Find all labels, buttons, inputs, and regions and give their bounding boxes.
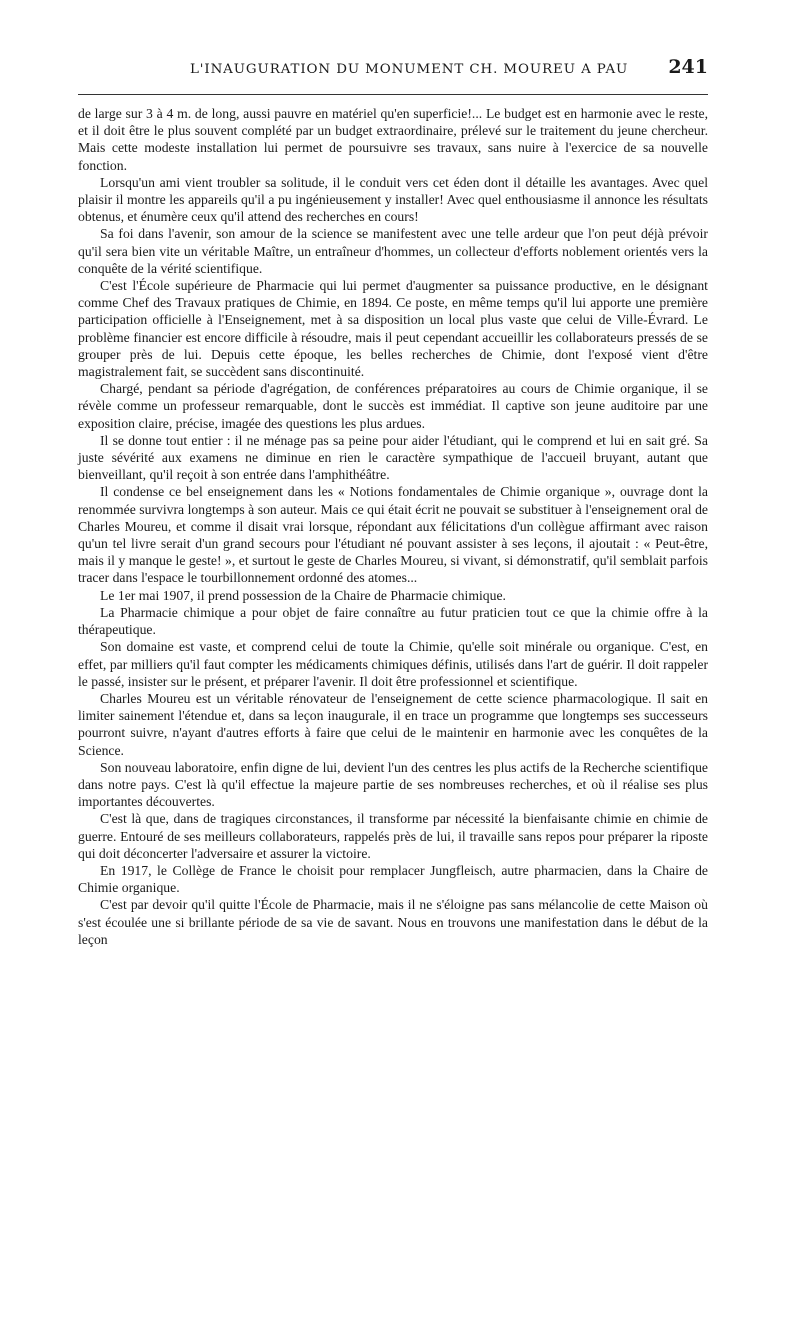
paragraph: Son nouveau laboratoire, enfin digne de lui, devient l'un des centres les plus actifs de la Recherche scientifique dans notre pays. C'est là qu'il effectue la majeure partie de ses nombreuses recherches, et où il réalise ses plus importantes découvertes.	[78, 759, 708, 810]
paragraph: En 1917, le Collège de France le choisit pour remplacer Jungfleisch, autre pharmacien, dans la Chaire de Chimie organique.	[78, 862, 708, 896]
paragraph: C'est là que, dans de tragiques circonstances, il transforme par nécessité la bienfaisante chimie en chimie de guerre. Entouré de ses meilleurs collaborateurs, rappelés près de lui, il travaille sans repos pour préparer la riposte qui doit déconcerter l'adversaire et assurer la victoire.	[78, 811, 708, 861]
paragraph: Son domaine est vaste, et comprend celui de toute la Chimie, qu'elle soit minérale ou organique. C'est, en effet, par milliers qu'il faut compter les médicaments chimiques définis, utilisés dans l'art de guérir. Il doit rappeler le passé, insister sur le présent, et préparer l'avenir. Il doit être professionnel et scientifique.	[78, 639, 708, 689]
paragraph: Sa foi dans l'avenir, son amour de la science se manifestent avec une telle ardeur que l'on peut déjà prévoir qu'il sera bien vite un véritable Maître, un entraîneur d'hommes, un collecteur d'efforts noblement orientés vers la conquête de la vérité scientifique.	[78, 226, 708, 276]
running-title: L'INAUGURATION DU MONUMENT CH. MOUREU A PAU	[190, 62, 629, 77]
paragraph: de large sur 3 à 4 m. de long, aussi pauvre en matériel qu'en superficie!... Le budget est en harmonie avec le reste, et il doit être le plus souvent complété par un budget extraordinaire, prélevé sur le traitement du jeune chercheur. Mais cette modeste installation lui permet de poursuivre ses travaux, sans nuire à l'exercice de sa nouvelle fonction.	[78, 106, 708, 173]
paragraph: La Pharmacie chimique a pour objet de faire connaître au futur praticien tout ce que la chimie offre à la thérapeutique.	[78, 604, 708, 638]
paragraph: Il se donne tout entier : il ne ménage pas sa peine pour aider l'étudiant, qui le comprend et lui en sait gré. Sa juste sévérité aux examens ne diminue en rien le caractère sympathique de l'accueil bruyant, autant que bienveillant, qu'il reçoit à son entrée dans l'amphithéâtre.	[78, 432, 708, 483]
running-head	[78, 56, 708, 88]
body-text	[78, 105, 708, 948]
paragraph: C'est l'École supérieure de Pharmacie qui lui permet d'augmenter sa puissance productive, en le désignant comme Chef des Travaux pratiques de Chimie, en 1894. Ce poste, en même temps qu'il lui apporte une première participation officielle à l'Enseignement, met à sa disposition un local plus vaste que celui de Ville-Évrard. Le problème financier est encore difficile à résoudre, mais il peut cependant accueillir les collaborateurs pressés de se grouper près de lui. Depuis cette époque, les belles recherches de Chimie, dont l'exposé vient d'être magistralement fait, se succèdent sans discontinuité.	[78, 278, 708, 380]
page-number: 241	[668, 56, 708, 78]
header-rule	[78, 94, 708, 95]
paragraph: Il condense ce bel enseignement dans les « Notions fondamentales de Chimie organique », ouvrage dont la renommée survivra longtemps à son auteur. Mais ce qui était écrit ne pouvait se substituer à l'enseignement oral de Charles Moureu, et comme il disait vrai lorsque, répondant aux félicitations d'un collègue affirmant avec raison qu'un tel livre serait d'un grand secours pour l'étudiant né pouvant assister à ses leçons, il ajoutait : « Peut-être, mais il y manque le geste! », et surtout le geste de Charles Moureu, si vivant, si démonstratif, qu'il semblait parfois tracer dans l'espace le tourbillonnement ordonné des atomes...	[78, 484, 708, 586]
paragraph: Chargé, pendant sa période d'agrégation, de conférences préparatoires au cours de Chimie organique, il se révèle comme un professeur remarquable, dont le succès est immédiat. Il captive son jeune auditoire par une exposition claire, précise, imagée des questions les plus ardues.	[78, 381, 708, 431]
paragraph: C'est par devoir qu'il quitte l'École de Pharmacie, mais il ne s'éloigne pas sans mélancolie de cette Maison où s'est écoulée une si brillante période de sa vie de savant. Nous en trouvons une manifestation dans le début de la leçon	[78, 897, 708, 947]
paragraph: Charles Moureu est un véritable rénovateur de l'enseignement de cette science pharmacologique. Il sait en limiter sainement l'étendue et, dans sa leçon inaugurale, il en trace un programme que longtemps ses successeurs pourront suivre, n'ayant d'autres efforts à faire que celui de le maintenir en harmonie avec les conquêtes de la Science.	[78, 690, 708, 758]
paragraph: Lorsqu'un ami vient troubler sa solitude, il le conduit vers cet éden dont il détaille les avantages. Avec quel plaisir il montre les appareils qu'il a pu ingénieusement y installer! Avec quel enthousiasme il annonce les résultats obtenus, et énumère ceux qu'il attend des recherches en cours!	[78, 174, 708, 225]
document-page	[78, 56, 708, 1326]
paragraph: Le 1er mai 1907, il prend possession de la Chaire de Pharmacie chimique.	[100, 587, 506, 603]
